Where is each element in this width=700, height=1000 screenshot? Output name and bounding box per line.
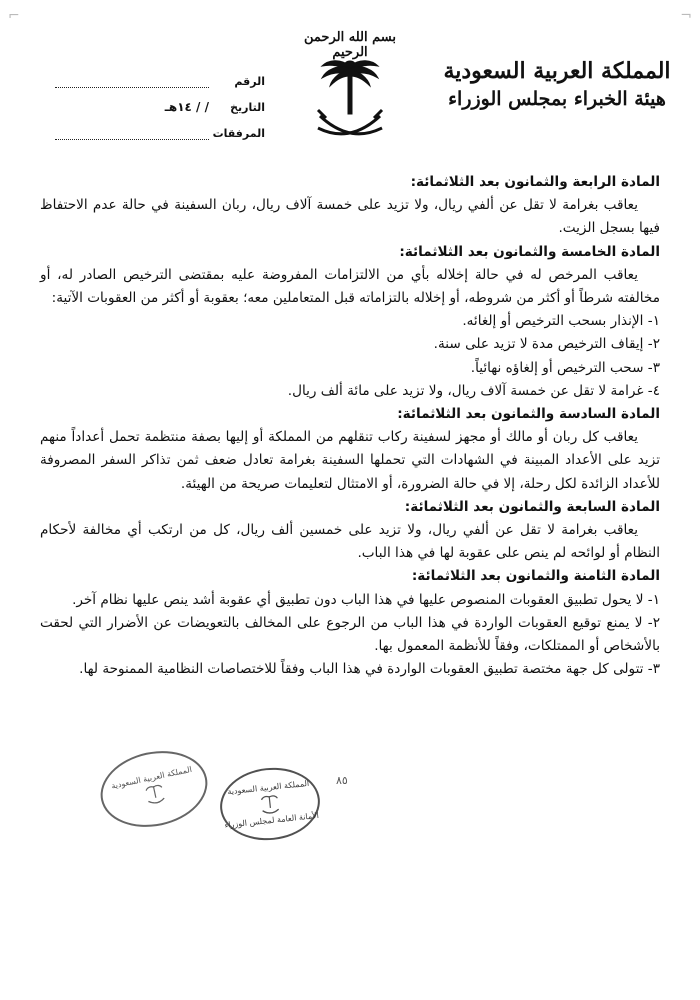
saudi-emblem-icon xyxy=(310,52,390,144)
article-item: ١- الإنذار بسحب الترخيص أو إلغائه. xyxy=(462,313,660,330)
stamp-text: الأمانة العامة لمجلس الوزراء xyxy=(224,810,320,830)
article-title: المادة الرابعة والثمانون بعد الثلاثمائة: xyxy=(410,174,660,190)
ref-label: الرقم xyxy=(234,75,265,88)
article-item: ٢- إيقاف الترخيص مدة لا تزيد على سنة. xyxy=(433,336,660,353)
article-paragraph: يعاقب كل ربان أو مالك أو مجهز لسفينة ركاب تنقلهم من المملكة أو إليها بصفة منتظمة تحمل أعداداً منهم تزيد على الأعداد المبينة في الشهادات التي تحملها السفينة بغرامة تعادل ضعف ثمن تذاكر السفر المصروفة للأعداد الزائدة لكل رحلة، إلا في حالة الضرورة، أو الامتثال لتعليمات صريحة من الهيئة. xyxy=(40,429,660,492)
official-stamp xyxy=(217,763,324,845)
stamp-text: المملكة العربية السعودية xyxy=(110,764,193,791)
article-title: المادة السادسة والثمانون بعد الثلاثمائة: xyxy=(397,406,660,423)
article-item: ٣- سحب الترخيص أو إلغاؤه نهائياً. xyxy=(470,359,660,376)
document-body xyxy=(40,171,660,681)
saudi-emblem-icon xyxy=(258,791,282,817)
article-title: المادة الثامنة والثمانون بعد الثلاثمائة: xyxy=(411,568,660,585)
ref-field xyxy=(55,73,209,88)
page-number: ٨٥ xyxy=(336,774,348,787)
letterhead-org: هيئة الخبراء بمجلس الوزراء xyxy=(448,88,666,110)
article-item: ٤- غرامة لا تقل عن خمسة آلاف ريال، ولا تزيد على مائة ألف ريال. xyxy=(287,382,660,399)
date-label: التاريخ xyxy=(230,101,265,114)
article-paragraph: يعاقب بغرامة لا تقل عن ألفي ريال، ولا تزيد على خمسين ألف ريال، كل من ارتكب أي مخالفة لأحكام النظام أو لوائحه لم ينص على عقوبة لها في هذا الباب. xyxy=(40,522,660,562)
letterhead-country: المملكة العربية السعودية xyxy=(443,58,671,84)
date-field: / / ١٤هـ xyxy=(164,100,209,114)
article-title: المادة السابعة والثمانون بعد الثلاثمائة: xyxy=(404,498,660,515)
attachments-label: المرفقات xyxy=(212,127,265,140)
ref-row xyxy=(55,62,265,88)
letter-meta xyxy=(55,62,265,140)
corner-mark: ⌐ xyxy=(8,8,20,24)
date-row xyxy=(55,88,265,114)
corner-mark: ¬ xyxy=(680,8,692,24)
article-title: المادة الخامسة والثمانون بعد الثلاثمائة: xyxy=(399,243,660,260)
attachments-field xyxy=(55,125,209,140)
stamp-text: المملكة العربية السعودية xyxy=(226,778,310,797)
letterhead xyxy=(442,58,672,110)
article-item: ٣- تتولى كل جهة مختصة تطبيق العقوبات الواردة في هذا الباب وفقاً للاختصاصات النظامية الممنوحة لها. xyxy=(79,661,660,678)
saudi-emblem-icon xyxy=(142,779,169,807)
attachments-row xyxy=(55,114,265,140)
article-item: ١- لا يحول تطبيق العقوبات المنصوص عليها في هذا الباب دون تطبيق أي عقوبة أشد ينص عليها نظام آخر. xyxy=(72,591,660,608)
official-stamp xyxy=(93,742,214,837)
article-item: ٢- لا يمنع توقيع العقوبات الواردة في هذا الباب من الرجوع على المخالف بالتعويضات عن الأضرار التي لحقت بالأشخاص أو الممتلكات، وفقاً للأنظمة المعمول بها. xyxy=(40,614,660,655)
basmala: بسم الله الرحمن الرحيم xyxy=(304,30,396,60)
article-paragraph: يعاقب بغرامة لا تقل عن ألفي ريال، ولا تزيد على خمسة آلاف ريال، ربان السفينة في حالة عدم الاحتفاظ فيها بسجل الزيت. xyxy=(40,197,660,237)
article-paragraph: يعاقب المرخص له في حالة إخلاله بأي من الالتزامات المفروضة عليه بمقتضى الترخيص الصادر له، أو مخالفته شرطاً أو أكثر من شروطه، أو إخلاله بالتزاماته قبل المتعاملين معه؛ بعقوبة أو أكثر من العقوبات الآتية: xyxy=(40,266,660,307)
